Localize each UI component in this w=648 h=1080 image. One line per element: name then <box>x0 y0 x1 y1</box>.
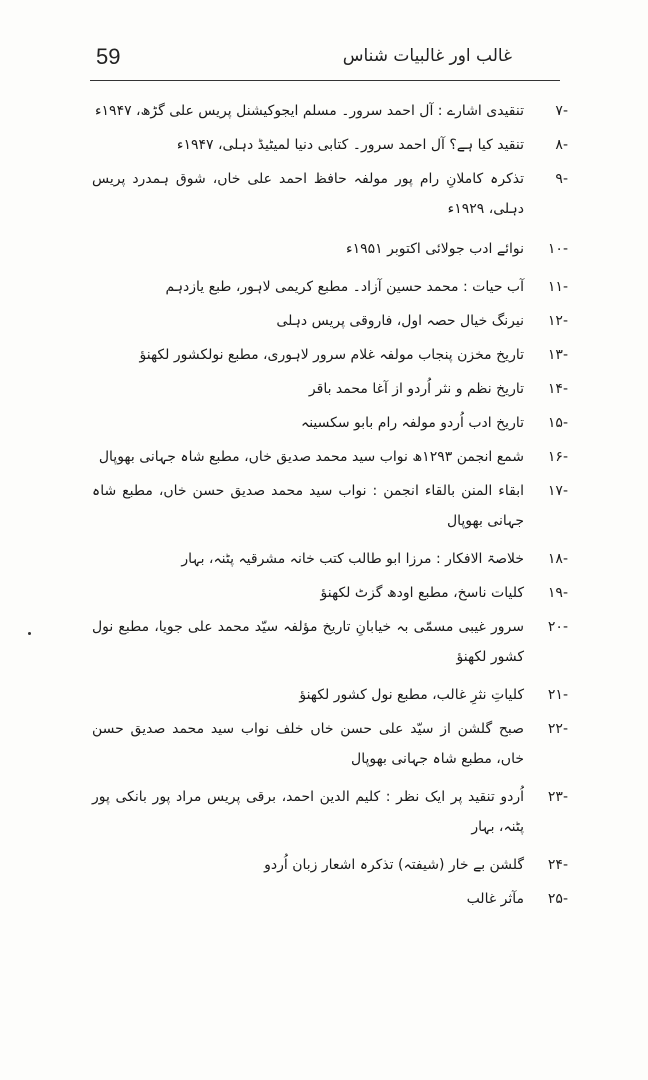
entry-text: تذکرہ کاملانِ رام پور مولفہ حافظ احمد علی خاں، شوق ہمدرد پریس دہلی، ۱۹۲۹ء <box>92 171 524 217</box>
entry-text: صبح گلشن از سیّد علی حسن خاں خلف نواب سید محمد صدیق حسن خاں، مطبع شاہ جہانی بھوپال <box>92 721 524 767</box>
page-number: 59 <box>96 44 121 69</box>
entry-number: -۱۷ <box>547 483 568 499</box>
entry-number: -۱۲ <box>547 313 568 329</box>
list-item <box>92 234 568 264</box>
entry-number: -۲۱ <box>547 687 568 703</box>
entry-text: کلیات ناسخ، مطبع اودھ گزٹ لکھنؤ <box>320 585 524 601</box>
entry-number: -۱۳ <box>547 347 568 363</box>
list-item <box>92 374 568 404</box>
entry-number: -۱۶ <box>547 449 568 465</box>
entry-text: تاریخ مخزن پنجاب مولفہ غلام سرور لاہوری، مطبع نولکشور لکھنؤ <box>139 347 524 363</box>
entry-text: آب حیات : محمد حسین آزاد۔ مطبع کریمی لاہور، طبع یازدہم <box>165 279 524 295</box>
list-item <box>92 442 568 472</box>
entry-text: تاریخ نظم و نثر اُردو از آغا محمد باقر <box>308 381 524 397</box>
entry-text: ابقاء المنن بالقاء انجمن : نواب سید محمد صدیق حسن خاں، مطبع شاہ جہانی بھوپال <box>92 483 524 529</box>
entry-text: شمع انجمن ۱۲۹۳ھ نواب سید محمد صدیق خاں، مطبع شاہ جہانی بھوپال <box>98 449 524 465</box>
entry-number: -۲۳ <box>547 789 568 805</box>
list-item <box>92 544 568 574</box>
page-header <box>96 44 552 78</box>
list-item <box>92 272 568 302</box>
list-item <box>92 714 568 774</box>
entry-text: کلیاتِ نثرِ غالب، مطبع نول کشور لکھنؤ <box>299 687 524 703</box>
entry-text: سرور غیبی مسمّی بہ خیابانِ تاریخ مؤلفہ سیّد محمد علی جویا، مطبع نول کشور لکھنؤ <box>92 619 524 665</box>
list-item <box>92 306 568 336</box>
entry-number: -۹ <box>555 171 568 187</box>
entry-number: -۲۲ <box>547 721 568 737</box>
entry-text: اُردو تنقید پر ایک نظر : کلیم الدین احمد، برقی پریس مراد پور بانکی پور پٹنہ، بہار <box>92 789 524 835</box>
entry-text: نوائے ادب جولائی اکتوبر ۱۹۵۱ء <box>346 241 524 257</box>
entry-text: تنقید کیا ہے؟ آل احمد سرور۔ کتابی دنیا لمیٹیڈ دہلی، ۱۹۴۷ء <box>176 137 524 153</box>
list-item <box>92 680 568 710</box>
running-title: غالب اور غالبیات شناس <box>342 46 512 66</box>
list-item <box>92 850 568 880</box>
entry-number: -۲۰ <box>547 619 568 635</box>
entry-text: خلاصۃ الافکار : مرزا ابو طالب کتب خانہ مشرقیہ پٹنہ، بہار <box>181 551 524 567</box>
entry-text: نیرنگ خیال حصہ اول، فاروقی پریس دہلی <box>276 313 524 329</box>
entry-number: -۱۱ <box>547 279 568 295</box>
bibliography-list <box>92 96 568 914</box>
stray-mark <box>28 632 31 635</box>
list-item <box>92 782 568 842</box>
list-item <box>92 884 568 914</box>
list-item <box>92 578 568 608</box>
list-item <box>92 96 568 126</box>
entry-number: -۲۵ <box>547 891 568 907</box>
entry-number: -۱۰ <box>547 241 568 257</box>
list-item <box>92 408 568 438</box>
entry-number: -۱۹ <box>547 585 568 601</box>
entry-number: -۲۴ <box>547 857 568 873</box>
list-item <box>92 612 568 672</box>
entry-text: تنقیدی اشارے : آل احمد سرور۔ مسلم ایجوکیشنل پریس علی گڑھ، ۱۹۴۷ء <box>94 103 524 119</box>
entry-text: گلشن بے خار (شیفتہ) تذکرہ اشعار زبان اُردو <box>264 857 524 873</box>
header-rule <box>90 80 560 81</box>
entry-number: -۱۴ <box>547 381 568 397</box>
entry-number: -۱۸ <box>547 551 568 567</box>
entry-number: -۷ <box>555 103 568 119</box>
entry-text: تاریخ ادب اُردو مولفہ رام بابو سکسینہ <box>300 415 524 431</box>
list-item <box>92 476 568 536</box>
entry-text: مآثر غالب <box>466 891 524 907</box>
list-item <box>92 130 568 160</box>
list-item <box>92 164 568 224</box>
entry-number: -۸ <box>555 137 568 153</box>
entry-number: -۱۵ <box>547 415 568 431</box>
list-item <box>92 340 568 370</box>
